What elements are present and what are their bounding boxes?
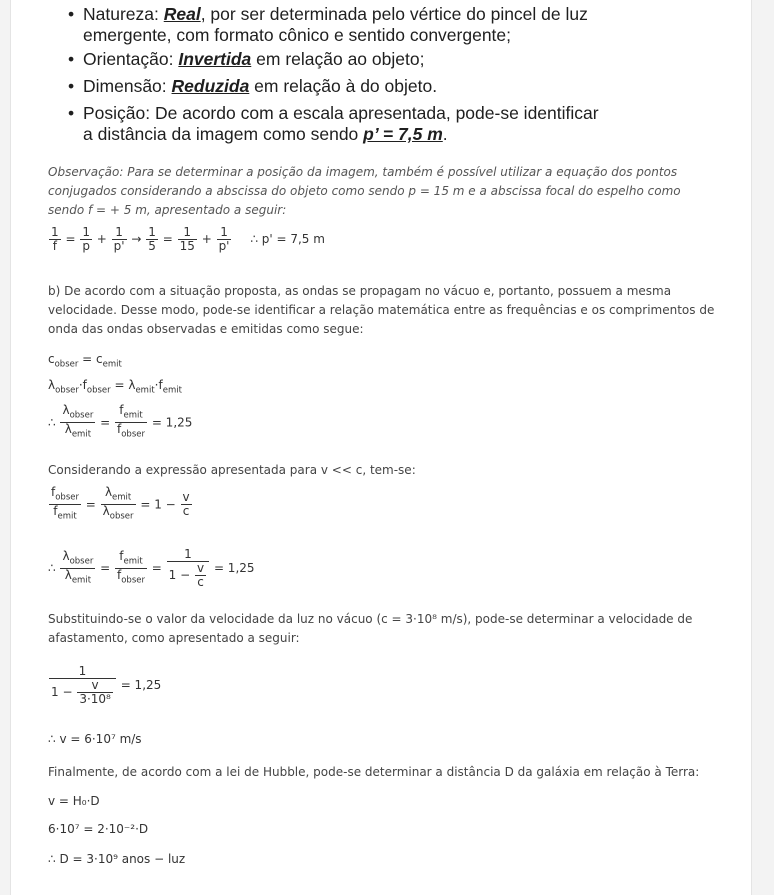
mirror-equation: $\frac{1}{f}$ = $\frac{1}{p}$ + $\frac{1}{p'}$ → $\frac{1}{5}$ = $\frac{1}{15}$ + $\frac{1}{p'}$ ∴ p' = 7,5 m	[51, 225, 325, 253]
content-card	[10, 0, 752, 895]
bullet-dot-icon: •	[68, 4, 75, 24]
speed-equality: $c_{obser} = c_{emit}$	[48, 352, 122, 370]
wave-equation: $\lambda_{obser}\cdot f_{obser} = \lambda_{emit}\cdot f_{emit}$	[48, 378, 182, 396]
bullet-dot-icon: •	[68, 103, 75, 123]
observation-line: Observação: Para se determinar a posição da imagem, também é possível utilizar a equação dos pontos	[48, 165, 678, 179]
wavelength-ratio: ∴ $\frac{\lambda_{obser}}{\lambda_{emit}}$ = $\frac{f_{emit}}{f_{obser}}$ = 1,25	[48, 403, 193, 440]
bullet-text: Orientação:	[83, 49, 179, 69]
paragraph-line: onda das ondas observadas e emitidas como segue:	[48, 322, 364, 336]
hubble-law: v = H₀·D	[48, 794, 100, 808]
bullet-keyword: Real	[163, 4, 201, 24]
bullet-text: a distância da imagem como sendo	[83, 124, 364, 144]
bullet-dot-icon: •	[68, 76, 75, 96]
paragraph-line: Substituindo-se o valor da velocidade da luz no vácuo (c = 3·10⁸ m/s), pode-se determinar a velocidade de	[48, 612, 693, 626]
paragraph-line: velocidade. Desse modo, pode-se identificar a relação matemática entre as frequências e os comprimentos de	[48, 303, 715, 317]
hubble-substitution: 6·10⁷ = 2·10⁻²·D	[48, 822, 149, 836]
observation-line: sendo f = + 5 m, apresentado a seguir:	[48, 203, 287, 217]
bullet-text: Dimensão:	[83, 76, 172, 96]
doppler-ratio: ∴ $\frac{\lambda_{obser}}{\lambda_{emit}}$ = $\frac{f_{emit}}{f_{obser}}$ = 1 1 − $\frac{v}{c}$ = 1,25	[48, 547, 255, 589]
velocity-result: ∴ v = 6·10⁷ m/s	[48, 732, 142, 746]
bullet-keyword: Invertida	[178, 49, 252, 69]
bullet-text: Posição: De acordo com a escala apresentada, pode-se identificar	[83, 103, 599, 123]
bullet-text: em relação à do objeto.	[249, 76, 438, 96]
bullet-dot-icon: •	[68, 49, 75, 69]
paragraph-line: b) De acordo com a situação proposta, as ondas se propagam no vácuo e, portanto, possuem a mesma	[48, 284, 672, 298]
bullet-text: .	[442, 124, 448, 144]
doppler-equation: $\frac{f_{obser}}{f_{emit}}$ = $\frac{\lambda_{emit}}{\lambda_{obser}}$ = 1 − $\frac{v}{c}$	[51, 485, 190, 522]
observation-line: conjugados considerando a abscissa do objeto como sendo p = 15 m e a abscissa focal do espelho como	[48, 184, 681, 198]
distance-result: ∴ D = 3·10⁹ anos − luz	[48, 852, 186, 866]
bullet-text: Natureza:	[83, 4, 164, 24]
bullet-text: , por ser determinada pelo vértice do pincel de luz	[200, 4, 588, 24]
paragraph-line: afastamento, como apresentado a seguir:	[48, 631, 300, 645]
paragraph-line: Considerando a expressão apresentada para v << c, tem-se:	[48, 463, 416, 477]
bullet-keyword: p’ = 7,5 m	[363, 124, 443, 144]
equation-result: ∴ p' = 7,5 m	[250, 232, 325, 246]
bullet-keyword: Reduzida	[171, 76, 250, 96]
paragraph-line: Finalmente, de acordo com a lei de Hubble, pode-se determinar a distância D da galáxia em relação à Terra:	[48, 765, 700, 779]
velocity-equation: 1 1 − $\frac{v}{\text{3·10⁸}}$ = 1,25	[51, 664, 162, 706]
bullet-text: emergente, com formato cônico e sentido convergente;	[83, 25, 512, 45]
bullet-text: em relação ao objeto;	[251, 49, 425, 69]
